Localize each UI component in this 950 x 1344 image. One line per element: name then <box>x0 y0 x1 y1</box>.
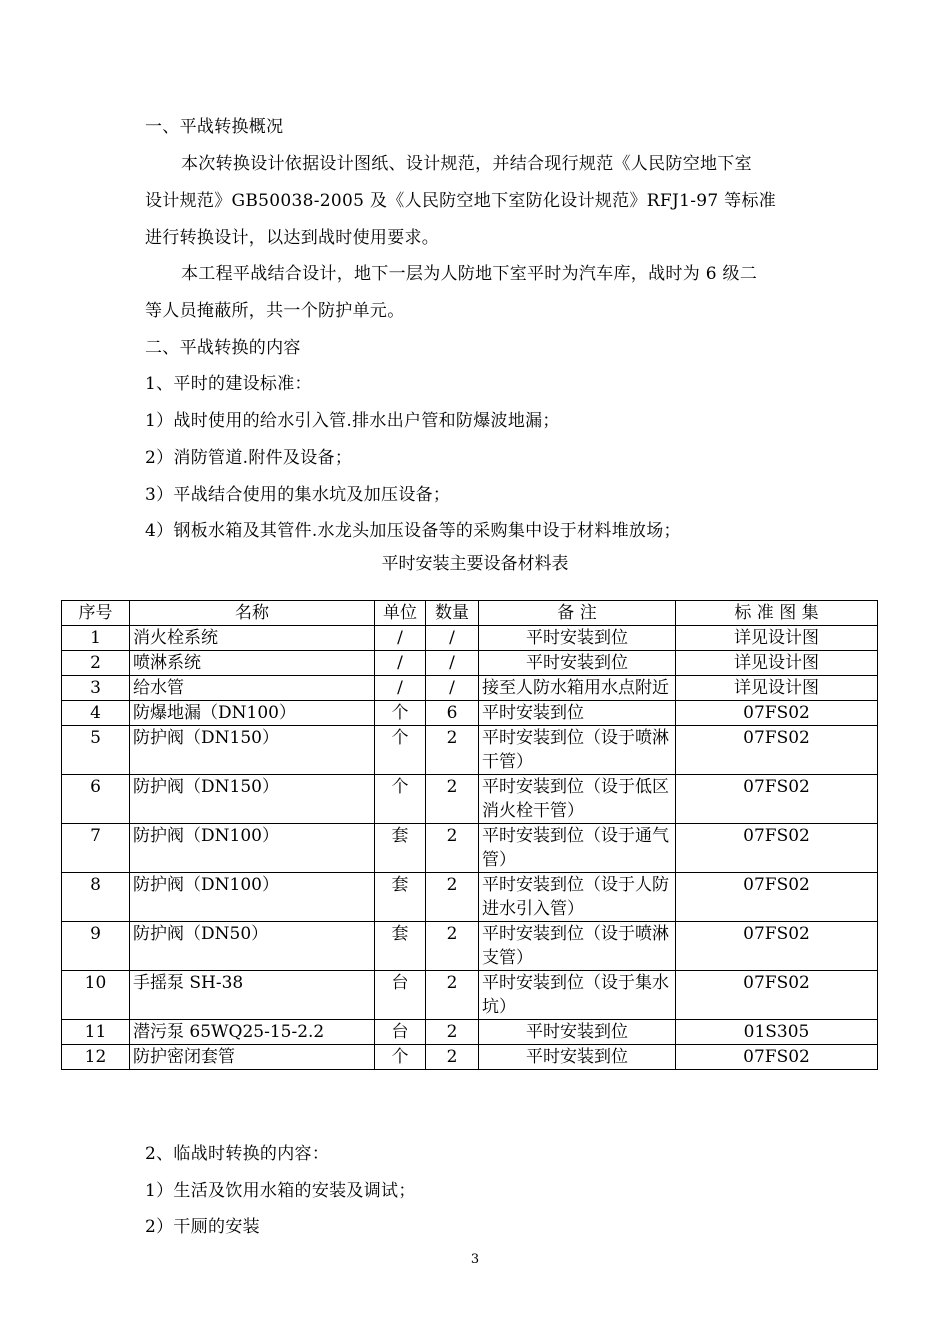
cell-remark: 平时安装到位 <box>479 1020 676 1045</box>
cell-unit: 个 <box>375 701 426 726</box>
cell-standard: 07FS02 <box>676 873 878 922</box>
paragraph-line: 等人员掩蔽所，共一个防护单元。 <box>145 301 405 321</box>
table-row <box>62 971 878 1020</box>
cell-remark: 平时安装到位（设于人防进水引入管） <box>479 873 676 922</box>
table-row <box>62 726 878 775</box>
cell-standard: 详见设计图 <box>676 651 878 676</box>
table-caption: 平时安装主要设备材料表 <box>381 554 569 574</box>
cell-unit: 套 <box>375 922 426 971</box>
cell-quantity: 2 <box>426 824 479 873</box>
list-item: 3）平战结合使用的集水坑及加压设备； <box>145 485 451 505</box>
cell-name: 防护阀（DN150） <box>130 775 375 824</box>
cell-remark: 平时安装到位 <box>479 651 676 676</box>
table-header-row <box>62 601 878 626</box>
cell-unit: / <box>375 626 426 651</box>
cell-index: 10 <box>62 971 130 1020</box>
cell-remark: 平时安装到位 <box>479 1045 676 1070</box>
materials-table <box>61 600 878 1070</box>
cell-index: 7 <box>62 824 130 873</box>
cell-name: 喷淋系统 <box>130 651 375 676</box>
cell-standard: 07FS02 <box>676 726 878 775</box>
cell-name: 手摇泵 SH-38 <box>130 971 375 1020</box>
header-remark: 备 注 <box>479 601 676 626</box>
subheading: 1、平时的建设标准： <box>145 374 312 394</box>
cell-quantity: 2 <box>426 1045 479 1070</box>
cell-unit: 个 <box>375 726 426 775</box>
cell-quantity: / <box>426 626 479 651</box>
cell-index: 9 <box>62 922 130 971</box>
table-row <box>62 701 878 726</box>
cell-remark: 接至人防水箱用水点附近 <box>479 676 676 701</box>
cell-name: 潜污泵 65WQ25-15-2.2 <box>130 1020 375 1045</box>
cell-unit: 套 <box>375 873 426 922</box>
cell-index: 5 <box>62 726 130 775</box>
cell-unit: 个 <box>375 775 426 824</box>
cell-name: 消火栓系统 <box>130 626 375 651</box>
cell-standard: 01S305 <box>676 1020 878 1045</box>
cell-quantity: 6 <box>426 701 479 726</box>
cell-standard: 详见设计图 <box>676 626 878 651</box>
cell-name: 防护阀（DN100） <box>130 824 375 873</box>
paragraph-line: 进行转换设计，以达到战时使用要求。 <box>145 228 440 248</box>
list-item: 2）干厕的安装 <box>145 1217 260 1237</box>
cell-remark: 平时安装到位 <box>479 626 676 651</box>
cell-name: 防护阀（DN150） <box>130 726 375 775</box>
list-item: 4）钢板水箱及其管件.水龙头加压设备等的采购集中设于材料堆放场； <box>145 521 681 541</box>
table-row <box>62 922 878 971</box>
cell-unit: / <box>375 676 426 701</box>
header-name: 名称 <box>130 601 375 626</box>
cell-unit: / <box>375 651 426 676</box>
cell-unit: 台 <box>375 1020 426 1045</box>
cell-name: 防护阀（DN50） <box>130 922 375 971</box>
cell-remark: 平时安装到位（设于集水坑） <box>479 971 676 1020</box>
cell-quantity: 2 <box>426 1020 479 1045</box>
table-row <box>62 626 878 651</box>
cell-quantity: / <box>426 676 479 701</box>
cell-quantity: 2 <box>426 971 479 1020</box>
header-unit: 单位 <box>375 601 426 626</box>
header-standard: 标 准 图 集 <box>676 601 878 626</box>
cell-standard: 07FS02 <box>676 701 878 726</box>
cell-index: 12 <box>62 1045 130 1070</box>
page-number: 3 <box>470 1252 480 1267</box>
header-index: 序号 <box>62 601 130 626</box>
cell-index: 11 <box>62 1020 130 1045</box>
cell-remark: 平时安装到位（设于喷淋支管） <box>479 922 676 971</box>
cell-index: 1 <box>62 626 130 651</box>
cell-remark: 平时安装到位（设于通气管） <box>479 824 676 873</box>
cell-index: 4 <box>62 701 130 726</box>
cell-index: 3 <box>62 676 130 701</box>
cell-remark: 平时安装到位 <box>479 701 676 726</box>
cell-name: 防护密闭套管 <box>130 1045 375 1070</box>
cell-unit: 个 <box>375 1045 426 1070</box>
header-quantity: 数量 <box>426 601 479 626</box>
list-item: 1）生活及饮用水箱的安装及调试； <box>145 1181 416 1201</box>
section-heading-2: 二、平战转换的内容 <box>145 338 301 358</box>
cell-remark: 平时安装到位（设于低区消火栓干管） <box>479 775 676 824</box>
list-item: 1）战时使用的给水引入管.排水出户管和防爆波地漏； <box>145 411 560 431</box>
table-row <box>62 1045 878 1070</box>
cell-name: 防护阀（DN100） <box>130 873 375 922</box>
cell-index: 8 <box>62 873 130 922</box>
subheading: 2、临战时转换的内容： <box>145 1144 330 1164</box>
cell-unit: 台 <box>375 971 426 1020</box>
cell-standard: 07FS02 <box>676 922 878 971</box>
paragraph-line: 本工程平战结合设计，地下一层为人防地下室平时为汽车库，战时为 6 级二 <box>181 264 758 284</box>
table-row <box>62 873 878 922</box>
cell-quantity: 2 <box>426 922 479 971</box>
cell-standard: 07FS02 <box>676 775 878 824</box>
cell-quantity: 2 <box>426 873 479 922</box>
cell-name: 防爆地漏（DN100） <box>130 701 375 726</box>
table-row <box>62 775 878 824</box>
cell-name: 给水管 <box>130 676 375 701</box>
cell-quantity: / <box>426 651 479 676</box>
cell-index: 6 <box>62 775 130 824</box>
cell-remark: 平时安装到位（设于喷淋干管） <box>479 726 676 775</box>
section-heading-1: 一、平战转换概况 <box>145 117 284 137</box>
table-row <box>62 824 878 873</box>
cell-quantity: 2 <box>426 775 479 824</box>
table-row <box>62 1020 878 1045</box>
paragraph-line: 设计规范》GB50038-2005 及《人民防空地下室防化设计规范》RFJ1-97 等标准 <box>145 191 777 211</box>
cell-standard: 07FS02 <box>676 824 878 873</box>
cell-index: 2 <box>62 651 130 676</box>
cell-standard: 07FS02 <box>676 971 878 1020</box>
paragraph-line: 本次转换设计依据设计图纸、设计规范，并结合现行规范《人民防空地下室 <box>181 154 752 174</box>
list-item: 2）消防管道.附件及设备； <box>145 448 353 468</box>
cell-standard: 07FS02 <box>676 1045 878 1070</box>
cell-quantity: 2 <box>426 726 479 775</box>
cell-standard: 详见设计图 <box>676 676 878 701</box>
table-row <box>62 676 878 701</box>
cell-unit: 套 <box>375 824 426 873</box>
table-row <box>62 651 878 676</box>
